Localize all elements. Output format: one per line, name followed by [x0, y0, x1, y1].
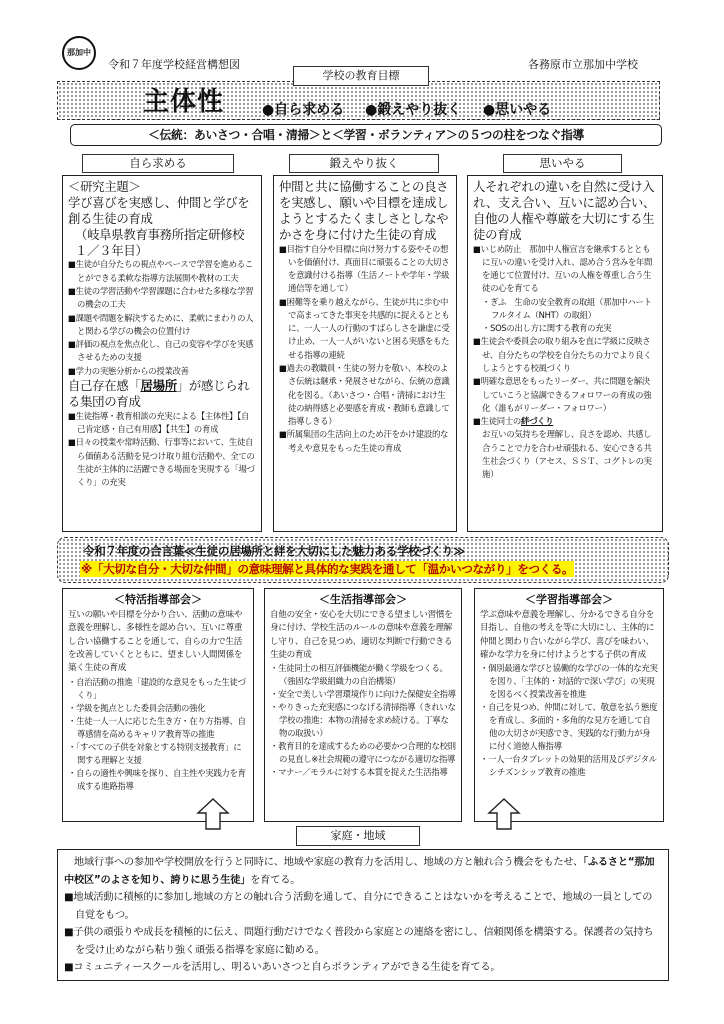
column-lead: 人それぞれの違いを自然に受け入れ、支え合い、互いに認め合い、自他の人権や尊厳を大切にする生徒の育成: [473, 179, 656, 242]
list-subitem: ・ぎふ 生命の安全教育の取組（那加中ハートフルタイム（NHT）の取組）: [482, 296, 652, 320]
column-title-persist: 鍛えやり抜く: [289, 154, 439, 173]
pillars-banner: ＜伝統：あいさつ・合唱・清掃＞と＜学習・ボランティア＞の５つの柱をつなぐ指導: [70, 124, 662, 146]
list-item: ■困難等を乗り越えながら、生徒が共に歩む中で高まってきた事実を共感的に捉えるとともに、一人一人の行動のすばらしさを謙虚に受け止め、一人一人がいないと困る実感をもたせる指導の連続: [279, 296, 450, 360]
research-theme: 学び喜びを実感し、仲間と学びを創る生徒の育成: [68, 194, 250, 226]
list-item: ・マナー／モラルに対する本質を捉えた生活指導: [270, 767, 448, 778]
list-item: ・自己を見つめ、仲間に対して、敬意を払う態度を育成し、多面的・多角的な見方を通して自他の大切さが実感でき、実践的な行動力が身に付く道徳人権指導: [480, 702, 658, 752]
motto-line: 令和７年度の合言葉≪生徒の居場所と絆を大切にした魅力ある学校づくり≫: [83, 544, 465, 558]
dept-title: ＜学習指導部会＞: [525, 593, 613, 606]
goal-item-1: ●自ら求める: [262, 102, 345, 118]
column-lead: 仲間と共に協働することの良さを実感し、願いや目標を達成しようとするたくましさとしなやかさを身に付けた生徒の育成: [279, 179, 449, 242]
list-item: ■過去の教職員・生徒の努力を敬い、本校のよさ伝統は継承・発展させながら、伝統の意識化を図る。（あいさつ・合唱・清掃におけ生徒の納得感と必要感を育成・教師も意識して指導しきる）: [279, 363, 450, 427]
learning-guidance-dept: [474, 588, 664, 822]
goal-item-2: ●鍛えやり抜く: [365, 102, 462, 118]
list-item: ■生徒会や委員会の取り組みを直に学級に反映させ、自分たちの学校を自分たちの力でより良くしようとする校風づくり: [473, 336, 652, 374]
column-seek: [62, 175, 262, 532]
list-item: ■生徒の学習活動や学習課題に合わせた多様な学習の機会の工夫: [68, 285, 254, 310]
goal-item-3: ●思いやる: [483, 102, 552, 118]
up-arrow-icon: [196, 798, 230, 830]
list-item: ・自らの適性や興味を探り、自主性や実践力を育成する進路指導: [68, 767, 246, 791]
dept-lead: 互いの願いや目標を分かり合い、活動の意味や意義を理解し、多様性を認め合い、互いに尊重し合い協働することを通して、自らの力で生活を改善していくとともに、望ましい人間関係を築く生徒の育成: [68, 610, 243, 674]
list-item: ・学級を拠点とした委員会活動の強化: [68, 702, 206, 713]
list-item-detail: お互いの気持ちを理解し、良さを認め、共感し合うことで力を合わせ頑張れる、安心できる共生社会づくり（アセス、ＳＳＴ、コグトレの実施）: [482, 429, 652, 480]
column-title-care: 思いやる: [503, 154, 622, 173]
list-item: ■学力の実態分析からの授業改善: [68, 365, 189, 376]
belonging-heading: 自己存在感「居場所」が感じられる集団の育成: [68, 377, 250, 409]
list-item: ・安全で美しい学習環境作りに向けた保健安全指導: [270, 689, 456, 700]
school-name: 各務原市立那加中学校: [528, 58, 638, 71]
community-label: 家庭・地域: [296, 826, 420, 846]
community-box: [57, 849, 669, 981]
list-item: ■コミュニティースクールを活用し、明るいあいさつと自らボランティアができる生徒を育てる。: [64, 962, 501, 974]
list-item: ■評価の視点を焦点化し、自己の変容や学びを実感させるための支援: [68, 339, 254, 363]
list-item: ■明確な意思をもったリーダー、共に問題を解決していこうと協調できるフォロワーの育成の強化（誰もがリーダー・フォロワー）: [473, 376, 652, 413]
list-item: ・個別最適な学びと協働的な学びの一体的な充実を図り、「主体的・対話的で深い学び」の実現を図るべく授業改善を推進: [480, 663, 658, 700]
research-heading: ＜研究主題＞: [68, 179, 141, 194]
list-item: ・自治活動の推進「建設的な意見をもった生徒づくり」: [68, 676, 246, 700]
list-item: ・教育目的を達成するための必要かつ合理的な校則の見直し※社会規範の遵守につながる適切な指導: [270, 741, 456, 765]
life-guidance-dept: [264, 588, 462, 822]
dept-lead: 学ぶ意味や意義を理解し、分かるできる自分を目指し、自他の考えを等に大切にし、主体的に仲間と関わり合いながら学び、喜びを味わい、確かな学力を身に付けようとする子供の育成: [480, 610, 655, 660]
special-activities-dept: [62, 588, 254, 822]
school-logo: 那加中: [62, 36, 96, 70]
list-item: ■生徒が自分たちの視点やペースで学習を進めることができる柔軟な指導方法展開や教材の工夫: [68, 259, 253, 283]
up-arrow-icon: [487, 798, 521, 830]
list-item: ・一人一台タブレットの効果的活用及びデジタルシチズンシップ教育の推進: [480, 754, 657, 778]
dept-lead: 自他の安全・安心を大切にできる望ましい習慣を身に付け、学校生活のルールの意味や意義を理解し守り、自己を見つめ、適切な判断で行動できる生徒の育成: [270, 610, 453, 660]
list-item: ■日々の授業や常時活動、行事等において、生徒自ら価値ある活動を見つけ取り組む活動や、全ての生徒が主体的に活躍できる場面を実現する「場づくり」の充実: [68, 437, 255, 488]
list-item: ■子供の頑張りや成長を積極的に伝え、問題行動だけでなく普段から家庭との連絡を密にし、信頼関係を構築する。保護者の気持ちを受け止めながら粘り強く頑張る指導を家庭に勧める。: [64, 927, 654, 956]
dept-title: ＜特活指導部会＞: [114, 593, 202, 606]
list-item: ■課題や問題を解決するために、柔軟にまわりの人と関わる学びの機会の位置付け: [68, 312, 254, 336]
goal-label: 学校の教育目標: [293, 66, 429, 86]
list-item: ・生徒一人一人に応じた生き方・在り方指導、自尊感情を高めるキャリア教育等の推進: [68, 715, 246, 739]
dept-title: ＜生活指導部会＞: [319, 593, 407, 606]
research-note: （岐阜県教育事務所指定研修校１／３年目）: [75, 226, 245, 258]
list-item: ■地域活動に積極的に参加し地域の方との触れ合う活動を通して、自分にできることはないかを考えることで、地域の一員としての自覚をもつ。: [64, 892, 653, 921]
list-subitem: ・SOSの出し方に関する教育の充実: [482, 323, 612, 334]
list-item: ・やりきった充実感につなげる清掃指導（きれいな学校の推進：本物の清掃を求め続ける。丁寧な物の取扱い）: [270, 702, 456, 739]
list-item: ■目指す自分や目標に向け努力する姿やその想いを価値付け、真面目に頑張ることの大切さを意識付ける指導（生活ノートや学年・学級通信等を通して）: [279, 243, 450, 294]
list-item: ・「すべての子供を対象とする特別支援教育」に関する理解と支援: [68, 741, 242, 765]
column-care: [467, 175, 663, 532]
list-item: ■生徒同士の絆づくり: [473, 416, 554, 427]
list-item: ■いじめ防止 那加中人権宣言を継承するとともに互いの違いを受け入れ、認め合う営みを年間を通じて位置付け、互いの人権を尊重し合う生徒の心を育てる: [473, 243, 653, 294]
column-title-seek: 自ら求める: [82, 154, 234, 173]
list-item: ■生徒指導・教育相談の充実による【主体性】【自己肯定感・自己有用感】【共生】の育成: [68, 410, 250, 434]
list-item: ・生徒同士の相互評価機能が働く学級をつくる。（強固な学級組織力の自治構築）: [270, 663, 448, 687]
list-item: ■所属集団の生活向上のため汗をかけ建設的な考えや意見をもった生徒の育成: [279, 429, 449, 453]
column-persist: [273, 175, 457, 532]
motto-highlight: ※「大切な自分・大切な仲間」の意味理解と具体的な実践を通して「温かいつながり」をつくる。: [81, 562, 574, 576]
document-title: 令和７年度学校経営構想図: [108, 58, 240, 71]
goal-main: 主体性: [143, 87, 225, 117]
community-intro: 地域行事への参加や学校開放を行うと同時に、地域や家庭の教育力を活用し、地域の方と触れ合う機会をもたせ、「ふるさと“那加中校区”のよさを知り、誇りに思う生徒」を育てる。: [64, 857, 655, 886]
